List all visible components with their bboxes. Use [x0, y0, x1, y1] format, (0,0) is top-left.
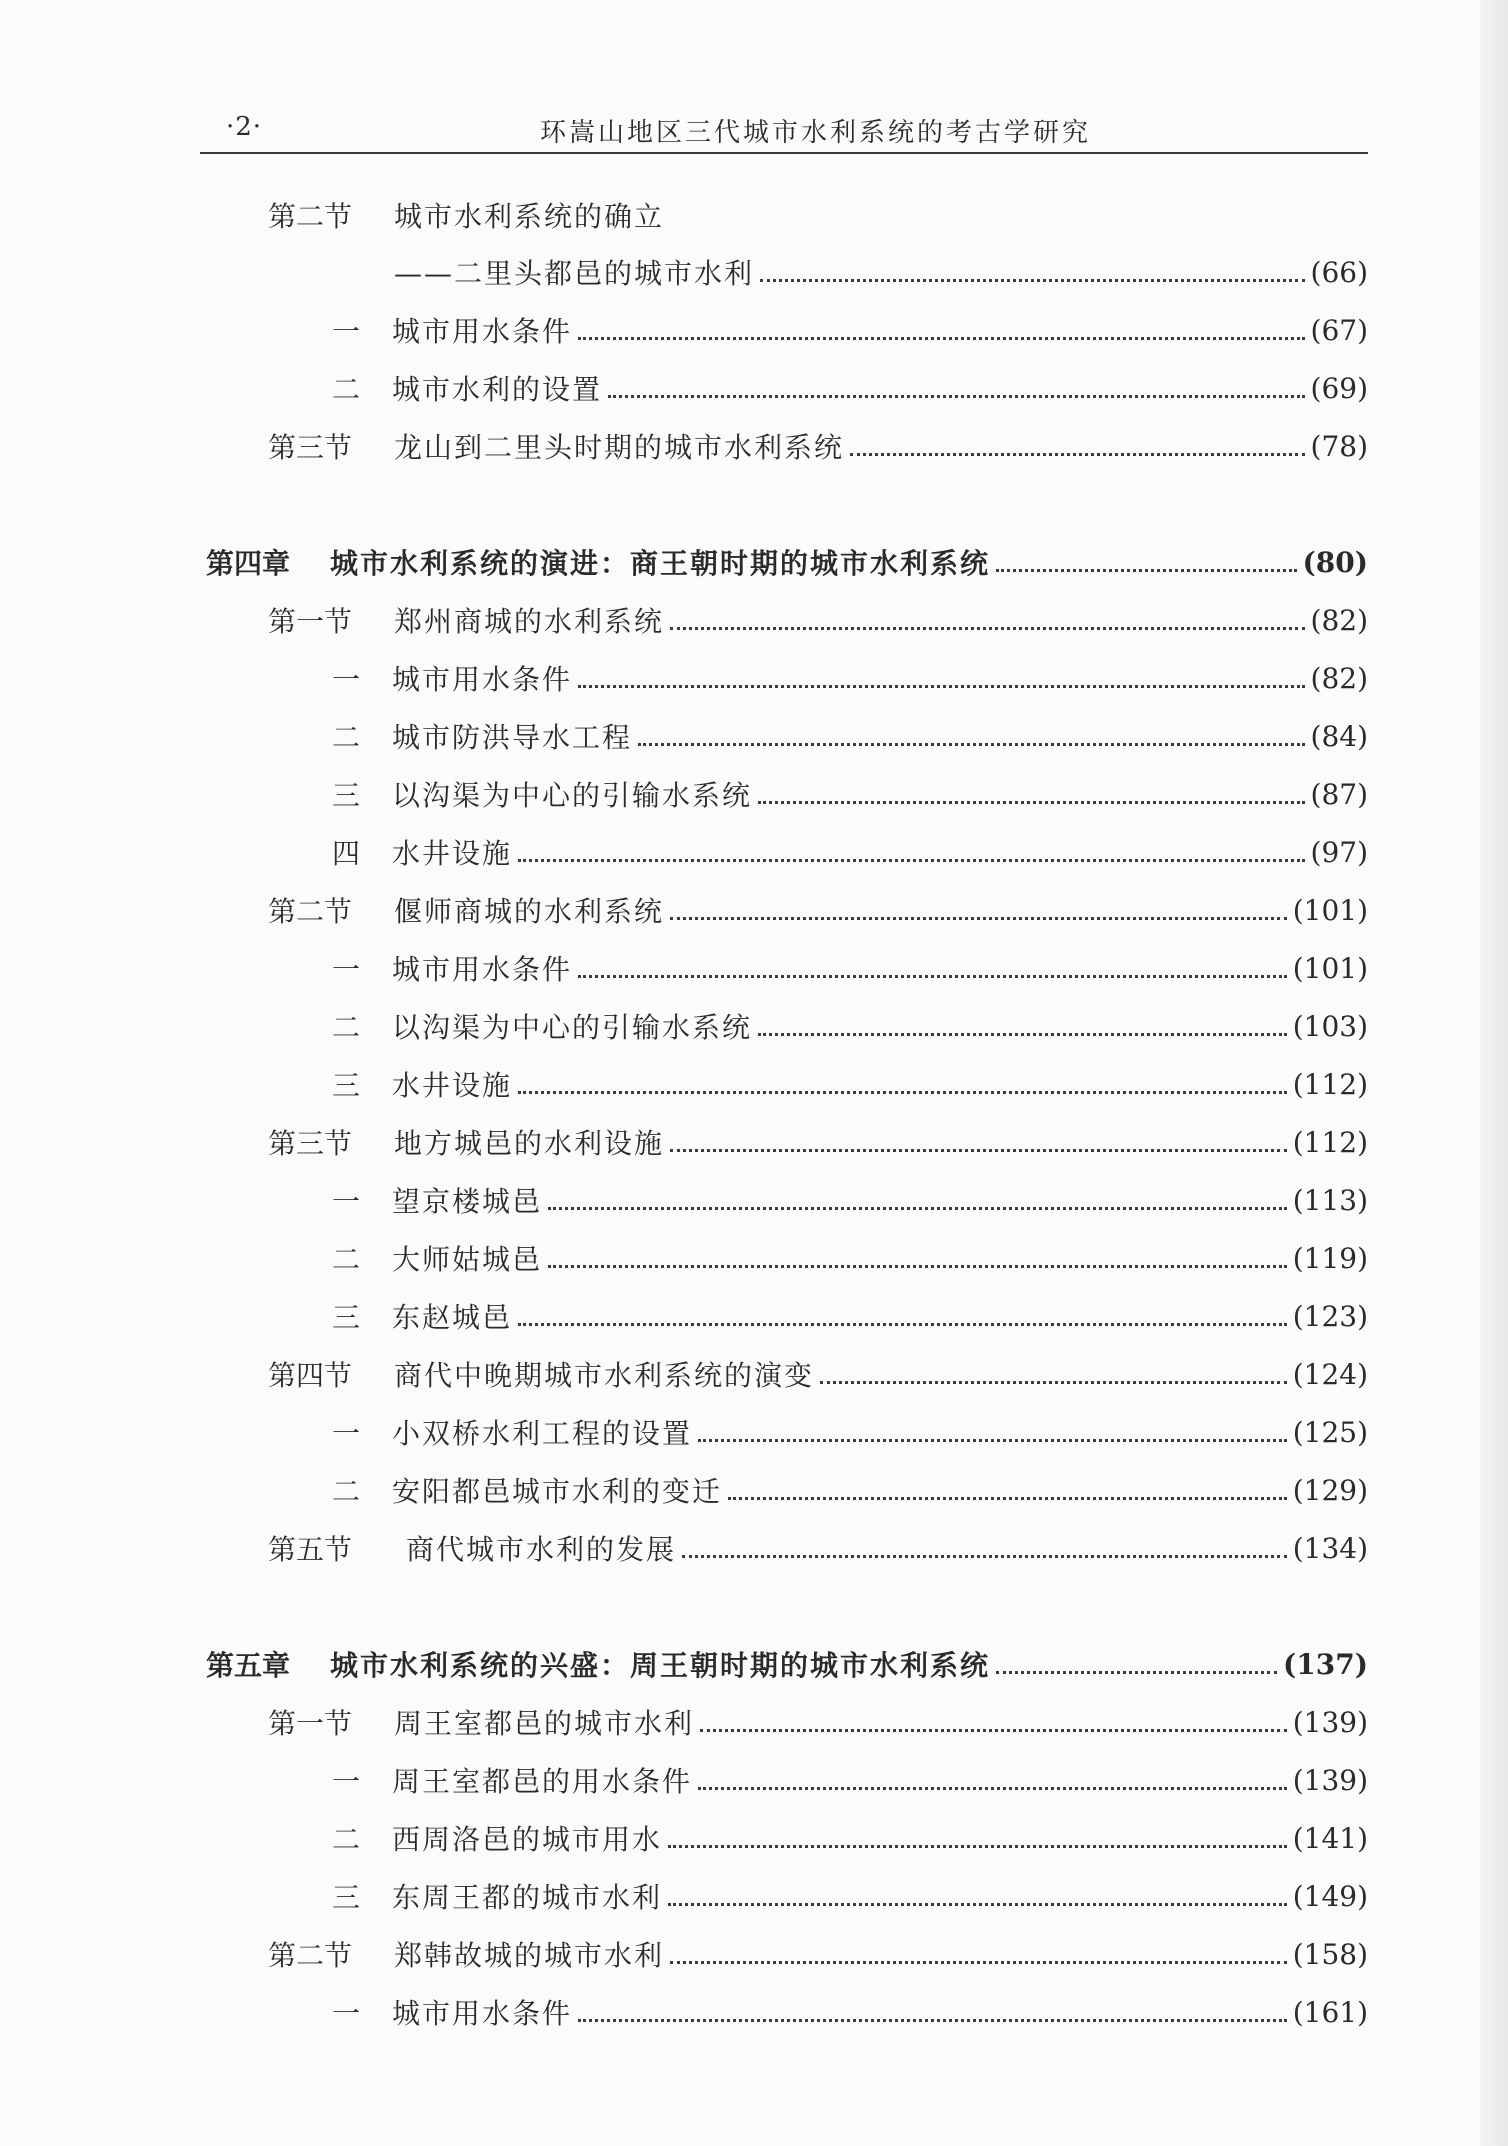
toc-page-ref: (161)	[1292, 1995, 1368, 2029]
toc-leader-dots	[668, 1899, 1287, 1906]
toc-item[interactable]	[332, 1412, 1368, 1452]
toc-item-number: 一	[332, 1765, 361, 1798]
toc-item-number: 二	[332, 1011, 361, 1044]
toc-leader-dots	[698, 1783, 1287, 1790]
toc-leader-dots	[670, 1957, 1287, 1964]
toc-page-ref: (103)	[1292, 1009, 1368, 1043]
toc-item-title: 东赵城邑	[392, 1301, 513, 1334]
toc-leader-dots	[996, 565, 1297, 572]
toc-page-ref: (137)	[1283, 1647, 1368, 1681]
toc-section-4-3[interactable]	[268, 1122, 1368, 1162]
toc-leader-dots	[728, 1493, 1287, 1500]
toc-chapter-number: 第五章	[206, 1649, 291, 1682]
toc-item-number: 一	[332, 1185, 361, 1218]
toc-chapter-number: 第四章	[206, 547, 291, 580]
toc-section-3-2[interactable]	[268, 195, 1368, 235]
toc-chapter-title: 城市水利系统的演进：商王朝时期的城市水利系统	[330, 547, 991, 580]
toc-section-number: 第三节	[268, 1127, 353, 1160]
toc-leader-dots	[668, 1841, 1287, 1848]
toc-item-number: 一	[332, 315, 361, 348]
toc-section-title: 郑州商城的水利系统	[394, 605, 665, 638]
toc-item-title: 水井设施	[392, 1069, 513, 1102]
toc-item-number: 二	[332, 1243, 361, 1276]
toc-leader-dots	[850, 449, 1305, 456]
toc-item-title: 城市用水条件	[392, 663, 573, 696]
toc-page-ref: (134)	[1292, 1531, 1368, 1565]
toc-item-title: 城市用水条件	[392, 315, 573, 348]
toc-item[interactable]	[332, 368, 1368, 408]
toc-page-ref: (66)	[1310, 255, 1368, 289]
running-title: 环嵩山地区三代城市水利系统的考古学研究	[540, 118, 1092, 148]
toc-section-4-4[interactable]	[268, 1354, 1368, 1394]
toc-leader-dots	[578, 333, 1305, 340]
toc-leader-dots	[608, 391, 1305, 398]
toc-item-title: 城市水利的设置	[392, 373, 603, 406]
toc-page-ref: (101)	[1292, 893, 1368, 927]
toc-section-5-2[interactable]	[268, 1934, 1368, 1974]
toc-item-title: 水井设施	[392, 837, 513, 870]
toc-page-ref: (125)	[1292, 1415, 1368, 1449]
toc-item[interactable]	[332, 1818, 1368, 1858]
toc-page-ref: (124)	[1292, 1357, 1368, 1391]
toc-section-3-3[interactable]	[268, 426, 1368, 466]
toc-item-title: 城市用水条件	[392, 1997, 573, 2030]
toc-item[interactable]	[332, 1760, 1368, 1800]
toc-item[interactable]	[332, 1992, 1368, 2032]
toc-item-number: 三	[332, 1301, 361, 1334]
toc-page-ref: (80)	[1302, 545, 1368, 579]
toc-leader-dots	[518, 1087, 1287, 1094]
toc-item-number: 三	[332, 779, 361, 812]
toc-section-number: 第三节	[268, 431, 353, 464]
toc-item[interactable]	[332, 1470, 1368, 1510]
toc-item-title: 安阳都邑城市水利的变迁	[392, 1475, 723, 1508]
toc-page-ref: (87)	[1310, 777, 1368, 811]
toc-leader-dots	[760, 275, 1305, 282]
toc-section-5-1[interactable]	[268, 1702, 1368, 1742]
toc-section-4-2[interactable]	[268, 890, 1368, 930]
toc-section-number: 第五节	[268, 1533, 353, 1566]
toc-leader-dots	[670, 913, 1287, 920]
toc-section-3-2-subtitle[interactable]	[394, 252, 1368, 292]
toc-item[interactable]	[332, 310, 1368, 350]
toc-page-ref: (101)	[1292, 951, 1368, 985]
toc-page-ref: (119)	[1292, 1241, 1368, 1275]
toc-leader-dots	[758, 797, 1305, 804]
toc-section-title: 商代城市水利的发展	[406, 1533, 677, 1566]
toc-item-number: 二	[332, 373, 361, 406]
toc-item-number: 二	[332, 1475, 361, 1508]
toc-section-number: 第一节	[268, 605, 353, 638]
toc-leader-dots	[670, 623, 1305, 630]
toc-page-ref: (141)	[1292, 1821, 1368, 1855]
toc-page-ref: (97)	[1310, 835, 1368, 869]
toc-item-title: 城市防洪导水工程	[392, 721, 633, 754]
toc-item[interactable]	[332, 1238, 1368, 1278]
toc-page-ref: (139)	[1292, 1763, 1368, 1797]
toc-item-title: 以沟渠为中心的引输水系统	[392, 1011, 753, 1044]
toc-leader-dots	[518, 1319, 1287, 1326]
toc-section-number: 第二节	[268, 1939, 353, 1972]
toc-item-number: 二	[332, 721, 361, 754]
toc-page-ref: (78)	[1310, 429, 1368, 463]
toc-item-title: 小双桥水利工程的设置	[392, 1417, 693, 1450]
toc-page-ref: (82)	[1310, 603, 1368, 637]
toc-page-ref: (139)	[1292, 1705, 1368, 1739]
toc-item[interactable]	[332, 658, 1368, 698]
toc-page-ref: (129)	[1292, 1473, 1368, 1507]
toc-leader-dots	[682, 1551, 1287, 1558]
toc-section-title: 偃师商城的水利系统	[394, 895, 665, 928]
toc-item[interactable]	[332, 832, 1368, 872]
toc-item[interactable]	[332, 1006, 1368, 1046]
toc-leader-dots	[578, 2015, 1287, 2022]
toc-leader-dots	[518, 855, 1305, 862]
toc-item-number: 二	[332, 1823, 361, 1856]
toc-leader-dots	[820, 1377, 1287, 1384]
toc-page-ref: (149)	[1292, 1879, 1368, 1913]
toc-page-ref: (67)	[1310, 313, 1368, 347]
toc-section-number: 第二节	[268, 895, 353, 928]
toc-chapter-title: 城市水利系统的兴盛：周王朝时期的城市水利系统	[330, 1649, 991, 1682]
toc-page-ref: (113)	[1292, 1183, 1368, 1217]
toc-item-number: 一	[332, 1417, 361, 1450]
toc-leader-dots	[670, 1145, 1287, 1152]
toc-item-number: 三	[332, 1069, 361, 1102]
toc-leader-dots	[548, 1261, 1287, 1268]
toc-section-title: 城市水利系统的确立	[394, 200, 665, 233]
page-number: ·2·	[226, 112, 263, 142]
toc-section-subtitle: ——二里头都邑的城市水利	[394, 257, 755, 290]
toc-page-ref: (69)	[1310, 371, 1368, 405]
toc-item-title: 城市用水条件	[392, 953, 573, 986]
toc-item[interactable]	[332, 1180, 1368, 1220]
toc-page-ref: (112)	[1292, 1125, 1368, 1159]
toc-section-number: 第四节	[268, 1359, 353, 1392]
toc-section-4-1[interactable]	[268, 600, 1368, 640]
toc-section-title: 郑韩故城的城市水利	[394, 1939, 665, 1972]
toc-item-number: 一	[332, 663, 361, 696]
toc-leader-dots	[578, 971, 1287, 978]
toc-item[interactable]	[332, 716, 1368, 756]
toc-item-title: 望京楼城邑	[392, 1185, 543, 1218]
toc-leader-dots	[758, 1029, 1287, 1036]
toc-item-title: 西周洛邑的城市用水	[392, 1823, 663, 1856]
toc-leader-dots	[578, 681, 1305, 688]
toc-item[interactable]	[332, 1876, 1368, 1916]
toc-section-title: 商代中晚期城市水利系统的演变	[394, 1359, 815, 1392]
toc-section-title: 龙山到二里头时期的城市水利系统	[394, 431, 845, 464]
toc-leader-dots	[698, 1435, 1287, 1442]
toc-chapter-4[interactable]	[206, 542, 1368, 582]
toc-leader-dots	[548, 1203, 1287, 1210]
toc-page-ref: (123)	[1292, 1299, 1368, 1333]
toc-item-title: 周王室都邑的用水条件	[392, 1765, 693, 1798]
toc-page-ref: (158)	[1292, 1937, 1368, 1971]
toc-section-number: 第一节	[268, 1707, 353, 1740]
toc-leader-dots	[638, 739, 1305, 746]
toc-page-ref: (84)	[1310, 719, 1368, 753]
toc-leader-dots	[996, 1667, 1277, 1674]
toc-section-title: 地方城邑的水利设施	[394, 1127, 665, 1160]
toc-item[interactable]	[332, 1064, 1368, 1104]
toc-item-number: 一	[332, 953, 361, 986]
toc-section-4-5[interactable]	[268, 1528, 1368, 1568]
toc-leader-dots	[700, 1725, 1287, 1732]
toc-item-number: 三	[332, 1881, 361, 1914]
toc-item-number: 四	[332, 837, 361, 870]
toc-chapter-5[interactable]	[206, 1644, 1368, 1684]
toc-item-title: 东周王都的城市水利	[392, 1881, 663, 1914]
toc-page-ref: (112)	[1292, 1067, 1368, 1101]
toc-section-title: 周王室都邑的城市水利	[394, 1707, 695, 1740]
toc-item-number: 一	[332, 1997, 361, 2030]
toc-item-title: 大师姑城邑	[392, 1243, 543, 1276]
toc-page-ref: (82)	[1310, 661, 1368, 695]
toc-item-title: 以沟渠为中心的引输水系统	[392, 779, 753, 812]
toc-section-number: 第二节	[268, 200, 353, 233]
toc-item[interactable]	[332, 774, 1368, 814]
toc-item[interactable]	[332, 948, 1368, 988]
toc-item[interactable]	[332, 1296, 1368, 1336]
